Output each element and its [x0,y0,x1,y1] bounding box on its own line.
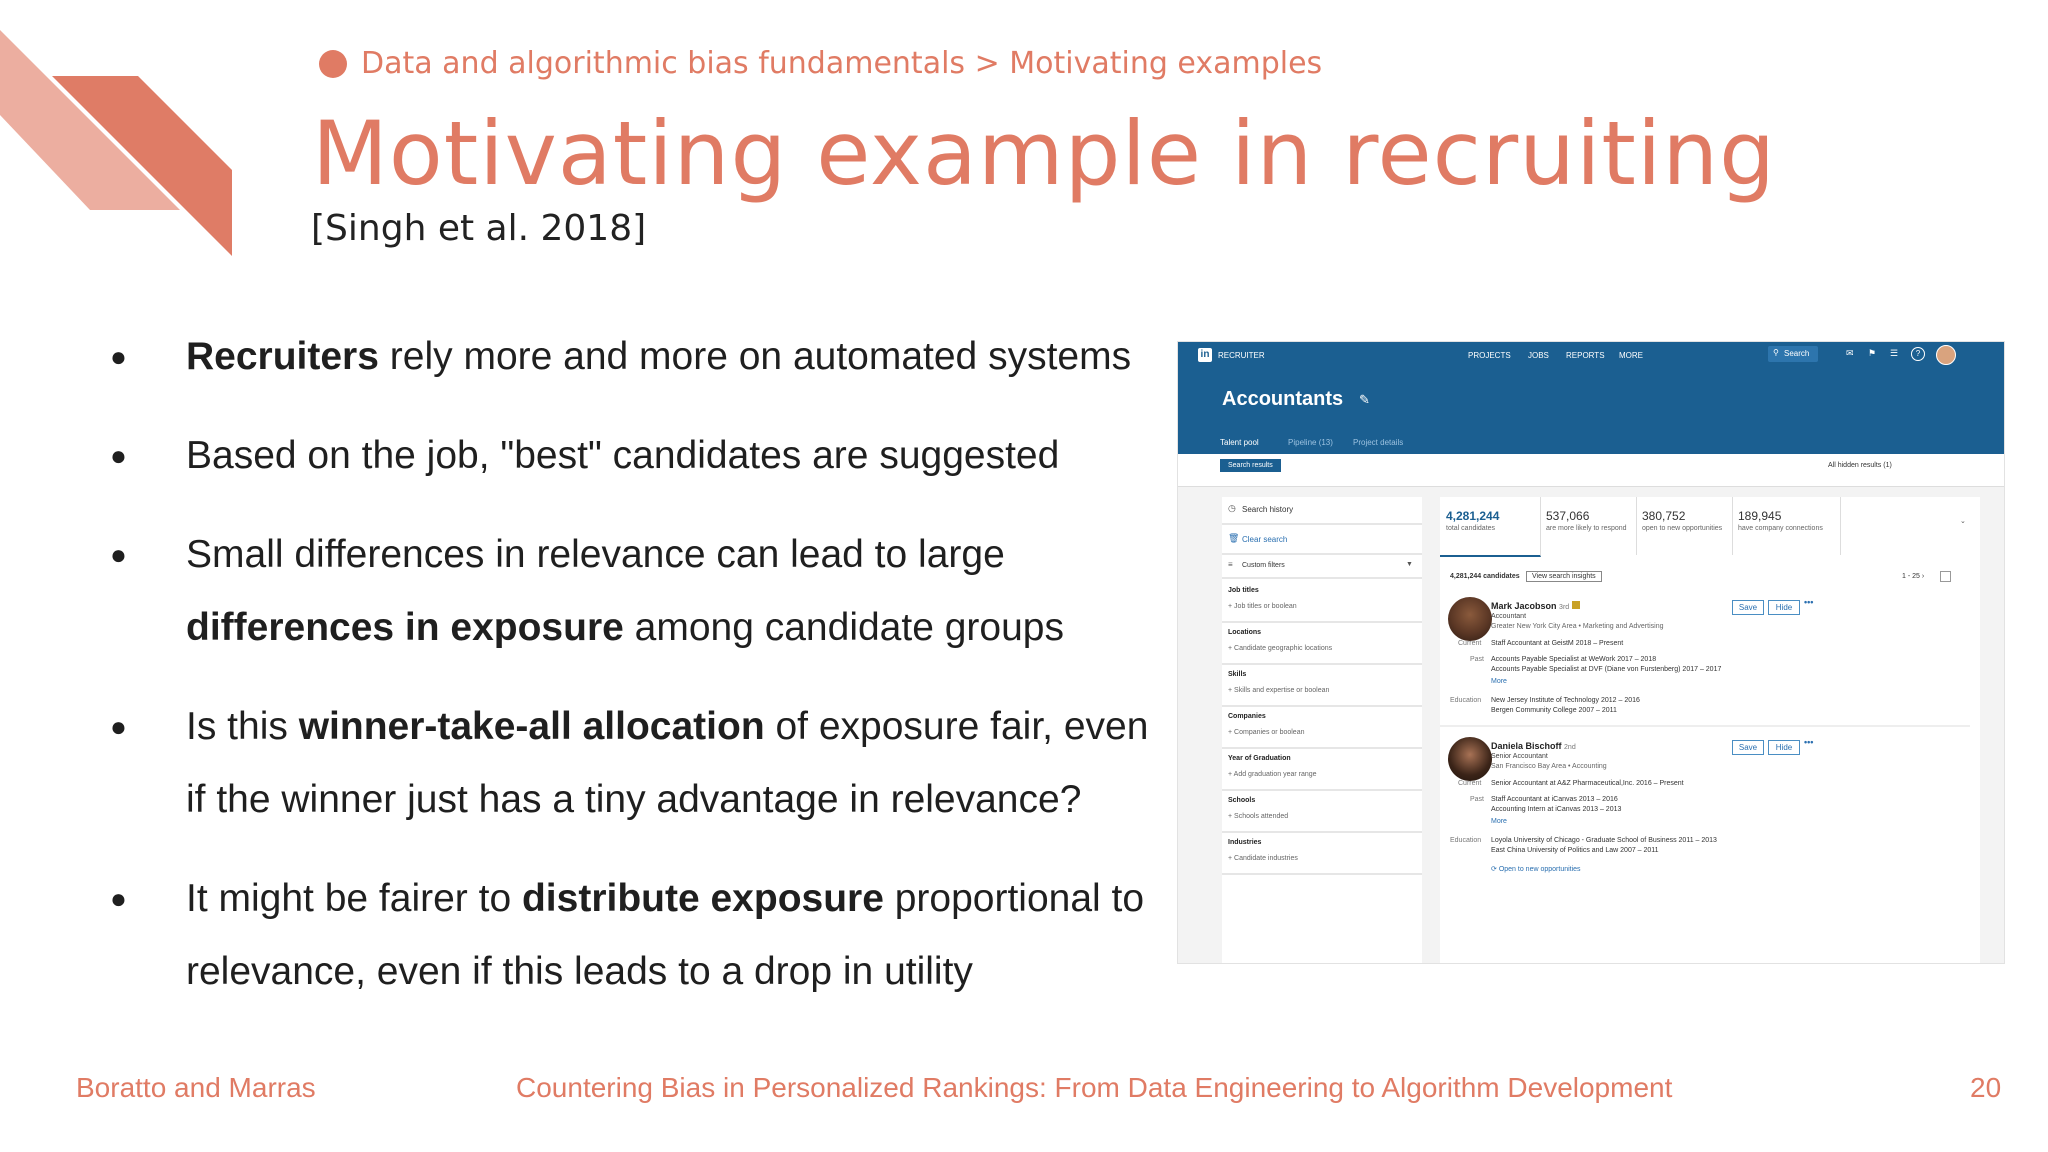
filter-hint: Skills and expertise or boolean [1234,687,1330,694]
candidate-avatar[interactable] [1448,597,1492,641]
filter-section[interactable] [1222,581,1422,623]
past-label: Past [1470,656,1485,663]
search-icon: ⚲ [1773,348,1779,357]
open-to-label: Open to new opportunities [1498,866,1581,873]
filter-section[interactable] [1222,791,1422,833]
stat-value: 380,752 [1642,509,1686,523]
stat-value: 537,066 [1546,509,1590,523]
bullet-item [110,320,1160,393]
profile-avatar[interactable] [1936,345,1956,365]
project-heading: Accountants [1222,388,1344,410]
search-button[interactable] [1768,346,1818,362]
past-position: Accounting Intern at iCanvas 2013 – 2013 [1491,806,1622,813]
search-results-button[interactable]: Search results [1220,459,1281,472]
filter-hint: Job titles or boolean [1234,603,1297,610]
citation: [Singh et al. 2018] [311,208,647,249]
stat-label: total candidates [1446,525,1496,532]
bullet-emphasis: differences in exposure [186,606,624,649]
stat-value: 189,945 [1738,509,1782,523]
bullet-text [186,320,1160,393]
nav-reports[interactable]: REPORTS [1566,351,1605,360]
bullet-text [186,862,1160,1008]
search-button-label: Search [1784,349,1810,358]
filter-section[interactable] [1222,665,1422,707]
connection-degree: 3rd [1559,604,1570,611]
stat-card[interactable] [1440,497,1541,557]
more-options-icon[interactable]: ••• [1804,737,1814,747]
education-entry: Loyola University of Chicago - Graduate School of Business 2011 – 2013 [1491,837,1717,844]
filter-add-input[interactable]: + Candidate geographic locations [1228,645,1333,652]
connection-degree: 2nd [1564,744,1576,751]
expand-stats-icon[interactable]: ⌄ [1960,518,1966,525]
filter-section[interactable] [1222,749,1422,791]
filter-label: Companies [1228,713,1266,720]
hidden-results-link[interactable]: All hidden results (1) [1828,462,1892,469]
current-label: Current [1458,780,1482,787]
filter-label: Locations [1228,629,1262,636]
mail-icon[interactable]: ✉ [1846,348,1854,358]
bullet-list [110,320,1160,1034]
filter-add-input[interactable]: + Skills and expertise or boolean [1228,687,1330,694]
recruiter-brand: RECRUITER [1218,351,1265,360]
candidate-name-text: Daniela Bischoff [1491,741,1562,751]
education-entry: Bergen Community College 2007 – 2011 [1491,707,1617,714]
candidate-title: Accountant [1491,613,1527,620]
bullet-segment: Small differences in relevance can lead to large [186,533,1005,576]
past-position: Staff Accountant at iCanvas 2013 – 2016 [1491,796,1618,803]
open-icon: ⟳ [1491,866,1497,873]
filter-hint: Companies or boolean [1234,729,1305,736]
bullet-item [110,690,1160,836]
pager[interactable]: 1 - 25 › [1902,573,1925,580]
results-panel [1440,497,1980,964]
past-label: Past [1470,796,1485,803]
search-history-row[interactable] [1222,497,1422,525]
view-search-insights-button[interactable]: View search insights [1526,571,1602,582]
filter-add-input[interactable]: + Job titles or boolean [1228,603,1297,610]
chevron-down-icon: ▼ [1406,561,1413,568]
bullet-dot-icon: ● [110,711,127,742]
nav-projects[interactable]: PROJECTS [1468,351,1511,360]
footer-authors: Boratto and Marras [76,1072,316,1103]
results-bar [1178,454,2004,487]
linkedin-logo-icon: in [1198,348,1212,362]
bullet-item [110,518,1160,664]
filter-label: Industries [1228,839,1262,846]
edit-pencil-icon[interactable]: ✎ [1359,392,1370,407]
past-position: Accounts Payable Specialist at WeWork 2017 – 2018 [1491,656,1657,663]
footer-talk-title: Countering Bias in Personalized Rankings: From Data Engineering to Algorithm Development [516,1072,1673,1103]
filter-add-input[interactable]: + Companies or boolean [1228,729,1305,736]
current-label: Current [1458,640,1482,647]
filter-hint: Candidate geographic locations [1234,645,1333,652]
filter-lines-icon: ≡ [1228,560,1233,569]
nav-more[interactable]: MORE [1619,351,1643,360]
filter-label: Schools [1228,797,1256,804]
flag-icon[interactable]: ⚑ [1868,348,1877,358]
filter-add-input[interactable]: + Candidate industries [1228,855,1298,862]
past-position: Accounts Payable Specialist at DVF (Diane von Furstenberg) 2017 – 2017 [1491,666,1722,673]
recruiter-header [1178,342,2004,454]
filter-label: Skills [1228,671,1247,678]
candidate-location: Greater New York City Area • Marketing and Advertising [1491,623,1664,630]
pager-label: 1 - 25 [1902,573,1920,580]
help-icon[interactable]: ? [1911,347,1925,361]
bullet-segment: It might be fairer to [186,877,522,920]
page-number: 20 [1970,1072,2002,1103]
candidate-name[interactable] [1491,601,1580,611]
current-position: Senior Accountant at A&Z Pharmaceutical,Inc. 2016 – Present [1491,780,1684,787]
bullet-text [186,518,1160,664]
stat-card[interactable] [1636,497,1733,555]
hide-button[interactable]: Hide [1768,600,1800,615]
current-position: Staff Accountant at GeistM 2018 – Present [1491,640,1624,647]
page-title: Motivating example in recruiting [312,102,1776,205]
bullet-dot-icon: ● [110,440,127,471]
breadcrumb [319,46,1322,81]
bullet-dot-icon: ● [110,341,127,372]
tab-talent-pool[interactable]: Talent pool [1220,438,1259,447]
filter-section[interactable] [1222,707,1422,749]
filter-add-input[interactable]: + Add graduation year range [1228,771,1317,778]
hide-button[interactable]: Hide [1768,740,1800,755]
bullet-segment: Based on the job, "best" candidates are suggested [186,434,1060,477]
decorative-corner-shapes [0,0,240,260]
bullet-segment: of exposure fair, even if the winner just has a tiny advantage in relevance? [186,705,1149,821]
tab-project-details[interactable]: Project details [1353,438,1404,447]
bullet-segment: proportional to relevance, even if this leads to a drop in utility [186,877,1145,993]
bullet-dot-icon: ● [110,539,127,570]
custom-filters-row[interactable] [1222,555,1422,579]
save-button[interactable]: Save [1732,740,1764,755]
candidate-name[interactable] [1491,741,1576,751]
recruiter-screenshot [1177,341,2005,964]
open-to-opportunities-link[interactable] [1491,865,1581,873]
filter-hint: Schools attended [1234,813,1289,820]
custom-filters-label: Custom filters [1242,562,1285,569]
linkedin-badge-icon [1572,601,1580,609]
filter-sidebar [1222,497,1422,964]
filter-hint: Add graduation year range [1233,771,1317,778]
filter-hint: Candidate industries [1234,855,1298,862]
stat-card[interactable] [1732,497,1841,555]
search-history-label: Search history [1242,505,1294,514]
clear-search-row[interactable] [1222,527,1422,555]
stat-label: have company connections [1738,525,1823,532]
save-button[interactable]: Save [1732,600,1764,615]
candidate-title: Senior Accountant [1491,753,1548,760]
breadcrumb-dot-icon [319,50,347,78]
clear-search-label: Clear search [1242,535,1288,544]
more-link[interactable]: More [1491,678,1507,685]
list-icon[interactable]: ☰ [1890,348,1899,358]
stat-value: 4,281,244 [1446,509,1500,523]
filter-section[interactable] [1222,833,1422,875]
candidate-location: San Francisco Bay Area • Accounting [1491,763,1607,770]
filter-section[interactable] [1222,623,1422,665]
breadcrumb-text: Data and algorithmic bias fundamentals > Motivating examples [361,46,1323,81]
bullet-segment: among candidate groups [623,606,1064,649]
more-options-icon[interactable]: ••• [1804,597,1814,607]
bullet-segment: rely more and more on automated systems [378,335,1132,378]
bullet-item [110,419,1160,492]
candidates-count: 4,281,244 candidates [1450,573,1520,580]
row-divider [1440,725,1970,727]
education-label: Education [1450,697,1482,704]
candidate-name-text: Mark Jacobson [1491,601,1557,611]
select-all-checkbox[interactable] [1940,571,1951,582]
bullet-text [186,690,1160,836]
filter-label: Job titles [1228,587,1259,594]
stat-card[interactable] [1540,497,1637,555]
stat-label: are more likely to respond [1546,525,1627,532]
nav-jobs[interactable]: JOBS [1528,351,1549,360]
more-link[interactable]: More [1491,818,1507,825]
bullet-dot-icon: ● [110,883,127,914]
education-label: Education [1450,837,1482,844]
bullet-emphasis: winner-take-all allocation [298,705,765,748]
tab-pipeline[interactable]: Pipeline (13) [1288,438,1333,447]
bullet-emphasis: distribute exposure [521,877,884,920]
candidate-avatar[interactable] [1448,737,1492,781]
bullet-text [186,419,1160,492]
bullet-segment: Is this [186,705,299,748]
education-entry: New Jersey Institute of Technology 2012 – 2016 [1491,697,1640,704]
bullet-emphasis: Recruiters [186,335,379,378]
bullet-item [110,862,1160,1008]
filter-label: Year of Graduation [1228,755,1291,762]
stat-label: open to new opportunities [1642,525,1723,532]
trash-icon: 🗑 [1228,533,1240,543]
clock-icon: ◷ [1228,503,1236,513]
education-entry: East China University of Politics and Law 2007 – 2011 [1491,847,1659,854]
filter-add-input[interactable]: + Schools attended [1228,813,1289,820]
